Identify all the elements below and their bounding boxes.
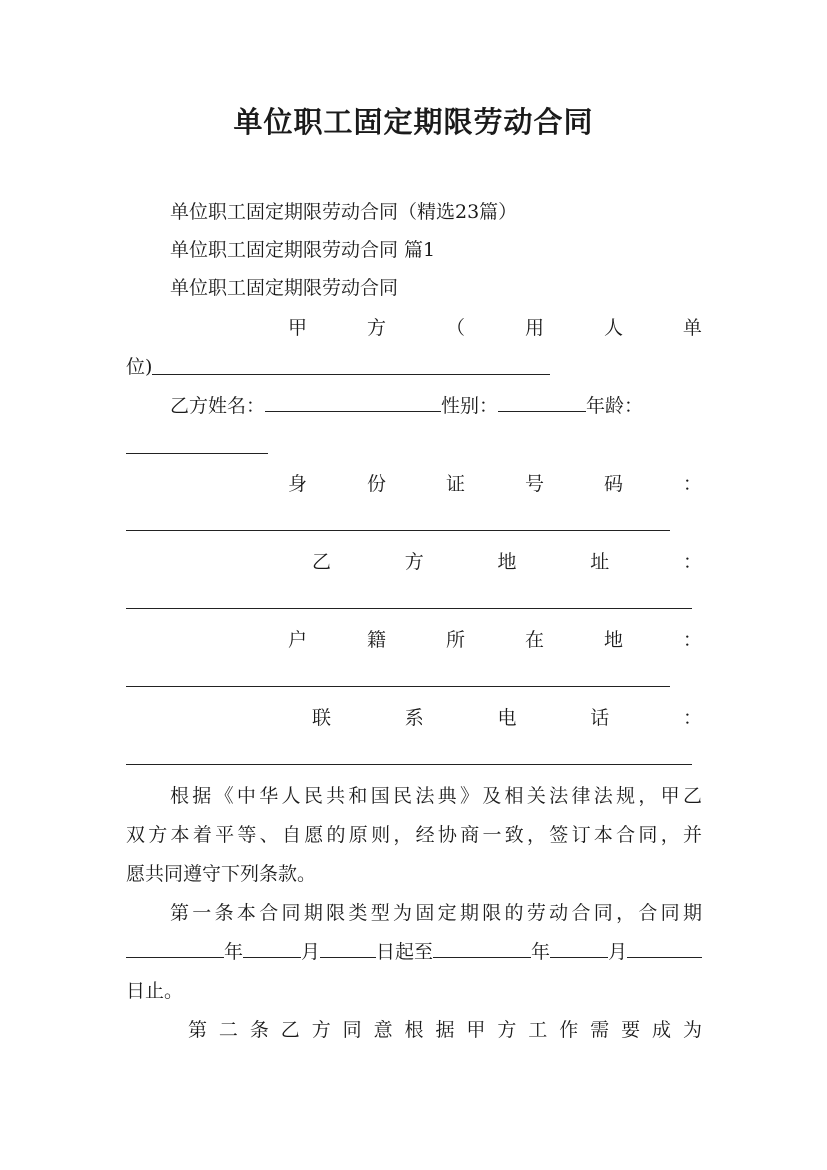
collection-heading: 单位职工固定期限劳动合同（精选23篇） xyxy=(170,201,518,223)
phone-label: 联 系 电 话 ： xyxy=(312,707,702,729)
party-a-blank[interactable] xyxy=(152,354,550,375)
id-number-blank[interactable] xyxy=(126,530,670,531)
document-title: 单位职工固定期限劳动合同 xyxy=(233,105,594,139)
address-label: 乙 方 地 址 ： xyxy=(312,551,702,573)
end-month-blank[interactable] xyxy=(550,937,608,958)
preamble-line-2: 双方本着平等、自愿的原则，经协商一致，签订本合同，并 xyxy=(126,824,702,846)
end-day-blank[interactable] xyxy=(627,937,702,958)
household-blank[interactable] xyxy=(126,686,670,687)
party-a-label: 甲 方 （ 用 人 单 xyxy=(288,317,702,339)
address-blank[interactable] xyxy=(126,608,692,609)
start-day-blank[interactable] xyxy=(320,937,376,958)
start-month-blank[interactable] xyxy=(243,937,301,958)
party-b-line: 乙方姓名： 性别： 年龄： xyxy=(170,391,702,421)
article-heading: 单位职工固定期限劳动合同 篇1 xyxy=(170,239,436,261)
name-blank[interactable] xyxy=(265,391,441,412)
contract-name: 单位职工固定期限劳动合同 xyxy=(170,277,399,299)
start-year-blank[interactable] xyxy=(126,937,224,958)
gender-blank[interactable] xyxy=(498,391,586,412)
clause-1-line-1: 第一条本合同期限类型为固定期限的劳动合同，合同期 xyxy=(170,902,702,924)
id-number-label: 身 份 证 号 码 ： xyxy=(288,473,702,495)
party-a-field: 位) xyxy=(126,352,702,382)
preamble-line-3: 愿共同遵守下列条款。 xyxy=(126,863,317,885)
clause-1-end: 日止。 xyxy=(126,980,184,1002)
household-label: 户 籍 所 在 地 ： xyxy=(288,629,702,651)
phone-blank[interactable] xyxy=(126,764,692,765)
clause-2-line-1: 第二条乙方同意根据甲方工作需要成为 xyxy=(188,1019,702,1041)
age-blank[interactable] xyxy=(126,453,268,454)
preamble-line-1: 根据《中华人民共和国民法典》及相关法律法规，甲乙 xyxy=(170,785,702,807)
clause-1-dates: 年 月 日起至 年 月 xyxy=(126,937,702,967)
end-year-blank[interactable] xyxy=(433,937,531,958)
